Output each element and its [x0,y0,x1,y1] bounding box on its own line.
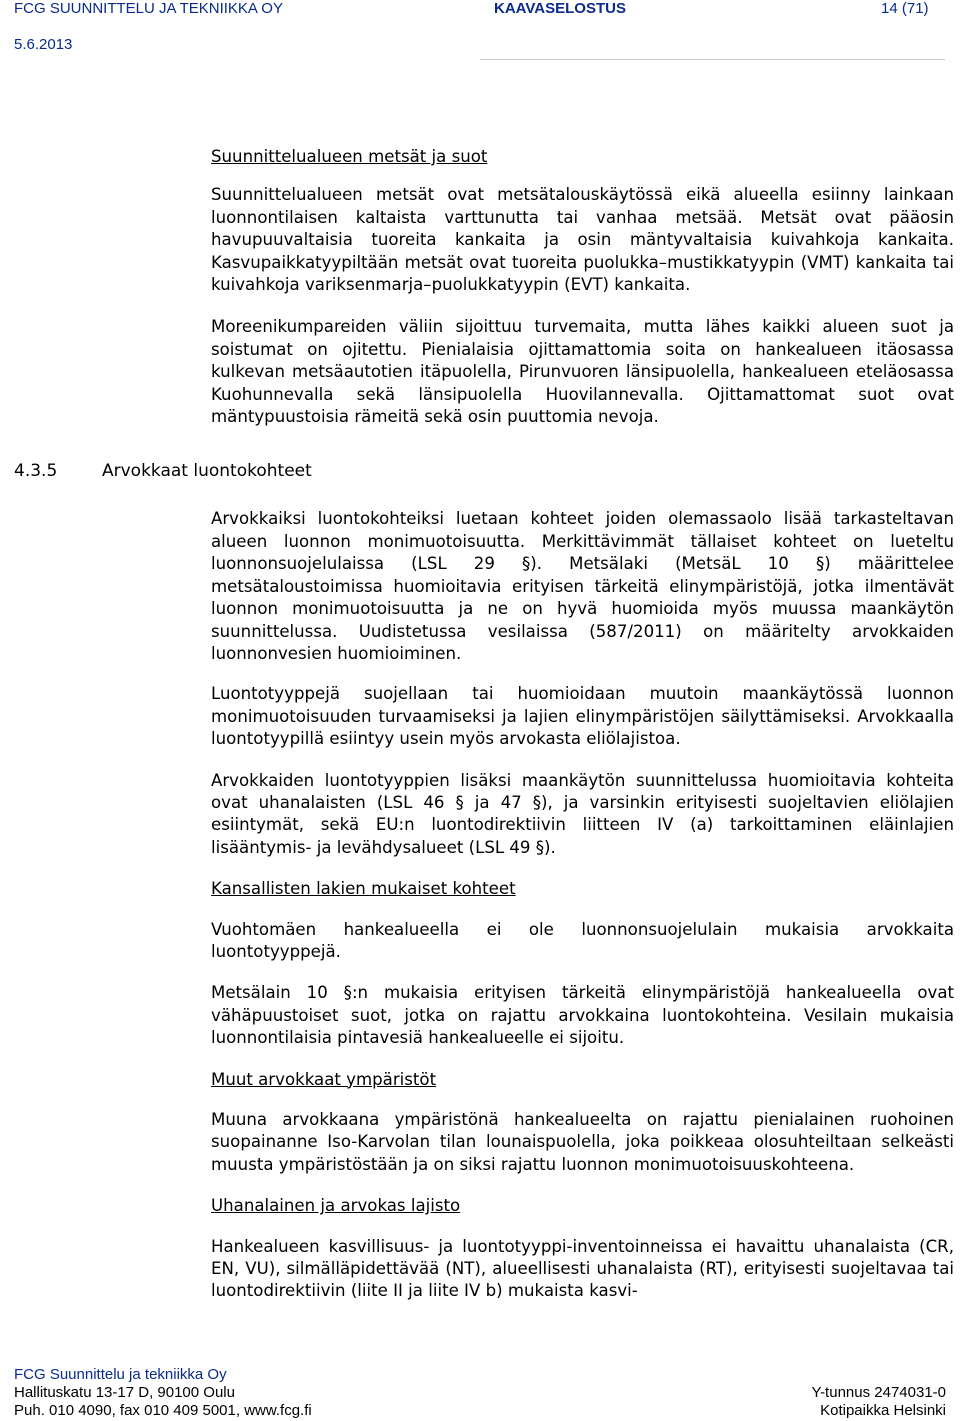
paragraph: Suunnittelualueen metsät ovat metsätalouskäytössä eikä alueella esiinny lainkaan luonnontilaisen kaltaista varttunutta tai vanhaa metsää. Metsät ovat pääosin havupuuvaltaisia tuoreita kankaita ja osin mäntyvaltaisia kuivahkoja kankaita. Kasvupaikkatyypiltään metsät ovat tuoreita puolukka–mustikkatyypin (VMT) kankaita tai kuivahkoja variksenmarja–puolukkatyypin (EVT) kankaita. [211,185,954,295]
section-number: 4.3.5 [14,461,58,481]
subheading-national-law-sites: Kansallisten lakien mukaiset kohteet [211,879,516,899]
footer-contact: Puh. 010 4090, fax 010 409 5001, www.fcg.fi [14,1402,312,1419]
subheading-other-valuable-environments: Muut arvokkaat ympäristöt [211,1069,437,1089]
footer-company: FCG Suunnittelu ja tekniikka Oy [14,1366,227,1383]
paragraph: Moreenikumpareiden väliin sijoittuu turvemaita, mutta lähes kaikki alueen suot ja soistumat on ojitettu. Pienialaisia ojittamattomia soita on hankealueen itäosassa kulkevan metsäautotien itäpuolella, Pirunvuoren länsipuolella, hankealueen eteläosassa Kuohunnevalla sekä länsipuolella Huovilannevalla. Ojittamattomat suot ovat mäntypuustoisia rämeitä sekä osin puuttomia nevoja. [211,317,954,427]
header-date: 5.6.2013 [14,36,73,53]
page-header [0,0,960,60]
paragraph: Hankealueen kasvillisuus- ja luontotyyppi-inventoinneissa ei havaittu uhanalaista (CR, EN, VU), silmälläpidettävää (NT), alueellisesti uhanalaista (RT), erityisesti suojeltavaa tai luontodirektiivin (liite II ja liite IV b) mukaista kasvi- [211,1236,954,1301]
footer-address: Hallituskatu 13-17 D, 90100 Oulu [14,1384,235,1401]
paragraph: Arvokkaiden luontotyyppien lisäksi maankäytön suunnittelussa huomioitavia kohteita ovat uhanalaisten (LSL 46 § ja 47 §), ja varsinkin erityisesti suojeltavien eliölajien esiintymät, sekä EU:n luontodirektiivin liitteen IV (a) tarkoittaminen eläinlajien lisääntymis- ja levähdysalueet (LSL 49 §). [211,770,954,857]
header-company: FCG SUUNNITTELU JA TEKNIIKKA OY [14,0,283,17]
header-rule [480,59,945,60]
subheading-threatened-species: Uhanalainen ja arvokas lajisto [211,1196,461,1216]
paragraph: Arvokkaiksi luontokohteiksi luetaan kohteet joiden olemassaolo lisää tarkasteltavan alueen luonnon monimuotoisuutta. Merkittävimmät tällaiset kohteet on lueteltu luonnonsuojelulaissa (LSL 29 §). Metsälaki (MetsäL 10 §) määrittelee metsätaloustoimissa huomioitavia erityisen tärkeitä elinympäristöjä, jotka ilmentävät luonnon monimuotoisuutta ja ne on hyvä huomioida myös muussa maankäytön suunnittelussa. Uudistetussa vesilaissa (587/2011) on määritelty arvokkaiden luonnonvesien huomioiminen. [211,509,954,663]
header-page-number: 14 (71) [881,0,929,17]
subheading-forests-bogs: Suunnittelualueen metsät ja suot [211,147,488,166]
page-footer [0,1366,960,1421]
header-document-title: KAAVASELOSTUS [494,0,626,17]
section-title: Arvokkaat luontokohteet [102,461,312,481]
paragraph: Vuohtomäen hankealueella ei ole luonnonsuojelulain mukaisia arvokkaita luontotyyppejä. [211,919,954,961]
paragraph: Muuna arvokkaana ympäristönä hankealueelta on rajattu pienialainen ruohoinen suopainanne Iso-Karvolan tilan lounaispuolella, joka poikkeaa olosuhteiltaan selkeästi muusta ympäristöstään ja on siksi rajattu luonnon monimuotoisuuskohteena. [211,1110,954,1174]
paragraph: Luontotyyppejä suojellaan tai huomioidaan muutoin maankäytössä luonnon monimuotoisuuden turvaamiseksi ja lajien elinympäristöjen säilyttämiseksi. Arvokkaalla luontotyypillä esiintyy usein myös arvokasta eliölajistoa. [211,684,954,749]
footer-business-id: Y-tunnus 2474031-0 [811,1384,946,1401]
body-text [211,146,954,1303]
paragraph: Metsälain 10 §:n mukaisia erityisen tärkeitä elinympäristöjä hankealueella ovat vähäpuustoiset suot, jotka on rajattu arvokkaina luontokohteina. Vesilain mukaisia luonnontilaisia pintavesiä hankealueelle ei sijoitu. [211,983,954,1048]
footer-domicile: Kotipaikka Helsinki [820,1402,946,1419]
